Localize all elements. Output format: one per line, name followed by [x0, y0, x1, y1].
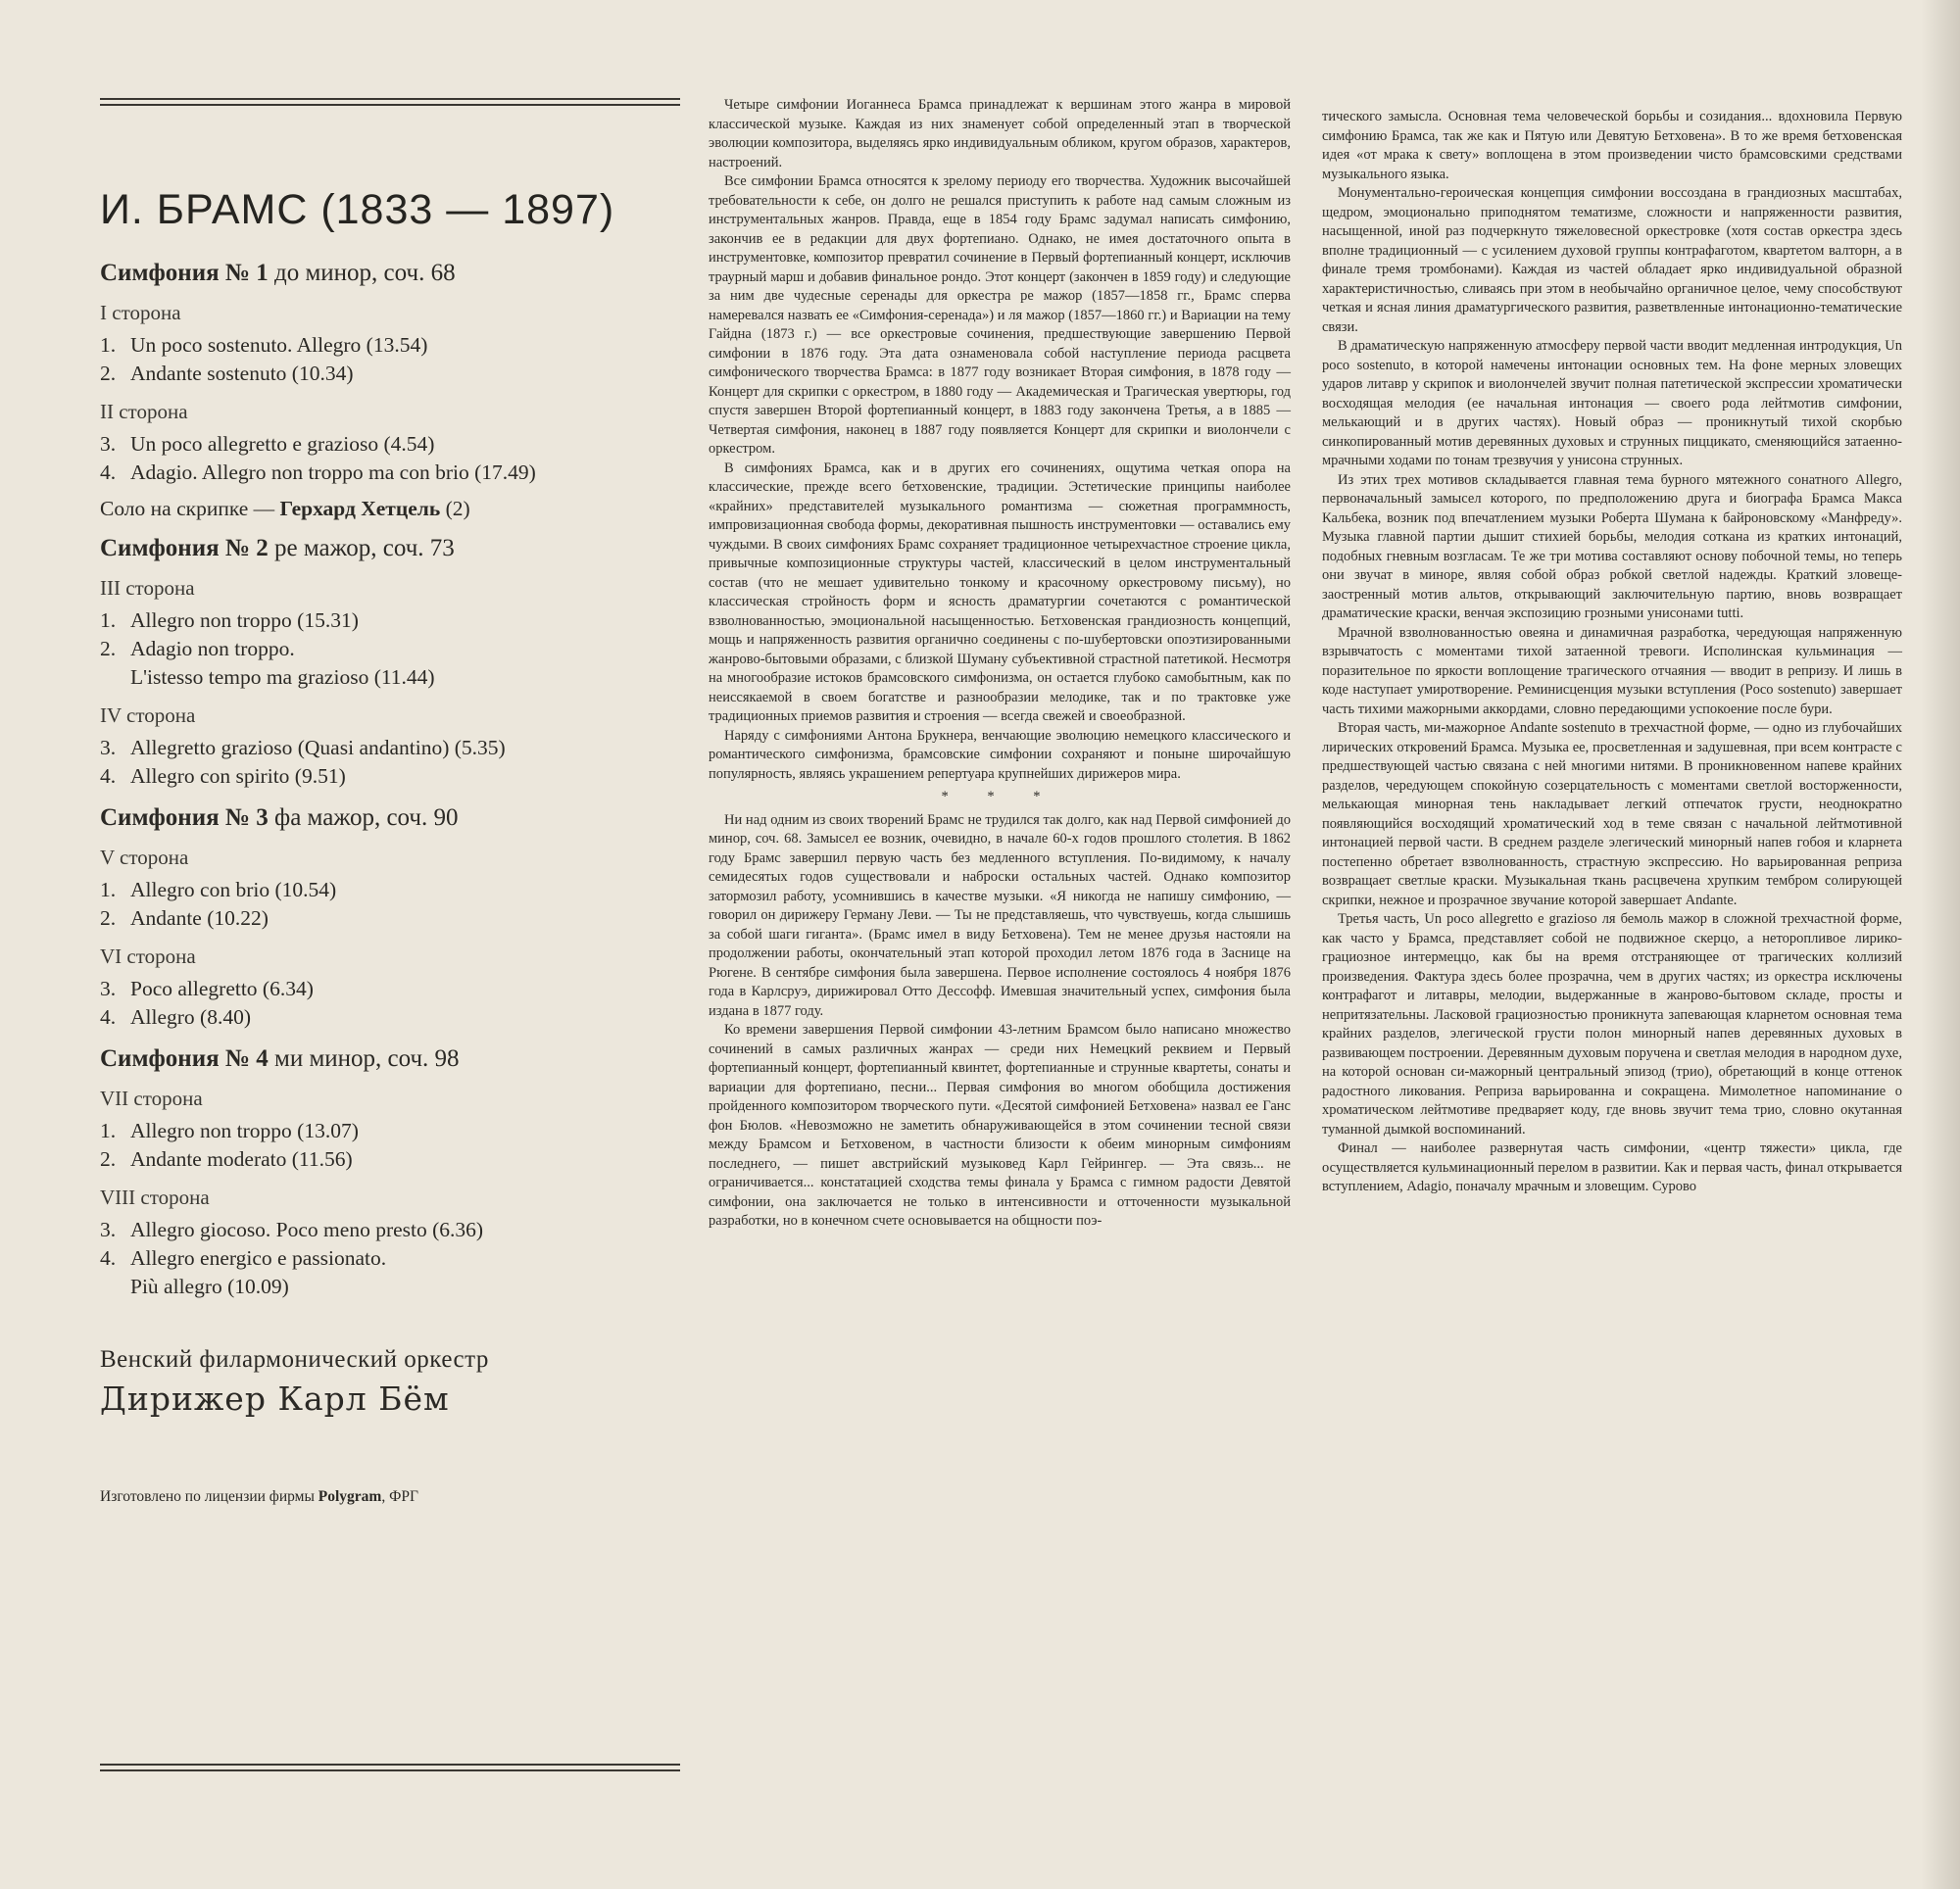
symphony-block [100, 260, 688, 521]
top-double-rule [100, 98, 680, 106]
symphony-block [100, 804, 688, 1032]
track-number: 4. [100, 460, 117, 484]
track-title: Allegro con spirito (9.51) [130, 764, 346, 788]
symphony-key: ре мажор, соч. 73 [268, 535, 455, 561]
track-title: Allegro (8.40) [130, 1005, 251, 1029]
track-row [100, 904, 688, 933]
notes-paragraph: Вторая часть, ми-мажорное Andante sostenuto в трехчастной форме, — одно из глубочайших лирических откровений Брамса. Музыка ее, просветленная и задушевная, при всем контрасте с предшествующей частью связана с ней многими нитями. В проникновенном напеве крайних разделов, чередующем спокойную созерцательность с моментами светлой восторженности, мелькающая минорная тень накладывает легкий отпечаток грусти, неоднократно появляющийся восходящий хроматический ход в теме связан с начальной лейтмотивной интонацией первой части. В среднем разделе элегический минорный напев гобоя и кларнета постепенно обретает взволнованность, страстную экспрессию. Но варьированная реприза возвращает светлые краски. Музыкальная ткань расцвечена хрупким тембром солирующей скрипки, нежное и прозрачное звучание которой завершает Andante. [1322, 720, 1902, 908]
license-brand: Polygram [318, 1488, 382, 1505]
symphony-key: фа мажор, соч. 90 [268, 804, 459, 831]
notes-paragraph: Из этих трех мотивов складывается главная тема бурного мятежного сонатного Allegro, первоначальный замысел которого, по предположению друга и биографа Брамса Макса Кальбека, возник под впечатлением музыки Роберта Шумана к байроновскому «Манфреду». Музыка главной партии дышит стихией борьбы, мелодия соткана из кратких интонаций, подобных гневным возгласам. Те же три мотива составляют основу побочной темы, но теперь они звучат в миноре, являя собой образ робкой светлой надежды. Краткий зловеще-заостренный мотив альтов, открывающий заключительную партию, вновь возвращает драматические краски, венчая экспозицию грозными унисонами tutti. [1322, 471, 1902, 621]
notes-paragraph: В драматическую напряженную атмосферу первой части вводит медленная интродукция, Un poco sostenuto, в которой намечены интонации основных тем. На фоне мерных зловещих ударов литавр у скрипок и виолончелей звучит полная патетической экспрессии хроматически восходящая мелодия (ее начальная интонация — своего рода лейтмотив симфонии, мелькающий и в других частях). Новый образ — проникнутый тихой скорбью синкопированный мотив деревянных духовых и струнных пиццикато, сменяющийся затаенно-мрачными ходами по тонам трезвучия у унисона струнных. [1322, 338, 1902, 468]
track-title: Allegro energico e passionato. [130, 1246, 387, 1270]
side-label: V сторона [100, 846, 189, 869]
page-edge-shadow [1921, 0, 1960, 1889]
track-number: 3. [100, 736, 117, 759]
track-title-continued: L'istesso tempo ma grazioso (11.44) [130, 665, 435, 689]
track-row [100, 1216, 688, 1244]
track-row [100, 734, 688, 762]
track-number: 4. [100, 1246, 117, 1270]
track-number: 4. [100, 764, 117, 788]
track-number: 2. [100, 637, 117, 660]
notes-paragraph: Ко времени завершения Первой симфонии 43-летним Брамсом было написано множество сочинений в самых различных жанрах — среди них Немецкий реквием и Первый фортепианный концерт, фортепианный квинтет, фортепианные и струнные квартеты, сонаты и вариации для фортепиано, песни... Первая симфония во многом обобщила достижения пройденного композитором творческого пути. «Десятой симфонией Бетховена» назвал ее Ганс фон Бюлов. «Невозможно не заметить обнаруживающейся в этом сочинении тесной связи между Брамсом и Бетховеном, в частности близости к обеим минорным симфониям последнего, — пишет австрийский музыковед Карл Гейрингер. — Эта связь... не ограничивается... констатацией сходства темы финала у Брамса с гимном радости Девятой симфонии, она заключается не только в интенсивности и отточенности музыкальной разработки, но в конечном счете основывается на общности поэ- [709, 1022, 1291, 1229]
track-title: Un poco allegretto e grazioso (4.54) [130, 432, 435, 456]
notes-paragraph: Все симфонии Брамса относятся к зрелому периоду его творчества. Художник высочайшей требовательности к себе, он долго не решался приступить к работе над самым сложным из инструментальных жанров. Правда, еще в 1854 году Брамс задумал написать симфонию, закончив ее в редакции для двух фортепиано. Однако, не имея достаточного опыта в инструментовке, композитор превратил сочинение в Первый фортепианный концерт, исключив траурный марш и добавив финальное рондо. Этот концерт (закончен в 1859 году) и следующие за ним две чудесные серенады для оркестра ре мажор (1857—1858 гг., Брамс сперва намеревался назвать ее «Симфония-серенада») и ля мажор (1857—1860 гг.) и Вариации на тему Гайдна (1873 г.) — все оркестровые сочинения, предшествующие завершению Первой симфонии в 1876 году. Эта дата ознаменовала собой наступление периода расцвета симфонического творчества Брамса: в 1877 году возникает Вторая симфония, в 1878 году — Концерт для скрипки с оркестром, в 1880 году — Академическая и Трагическая увертюры, год спустя завершен Второй фортепианный концерт, в 1883 году закончена Третья, а в 1885 — Четвертая симфония, наконец в 1887 году появляется Концерт для скрипки и виолончели с оркестром. [709, 173, 1291, 457]
track-number: 1. [100, 878, 117, 901]
track-number: 1. [100, 1119, 117, 1142]
track-title: Un poco sostenuto. Allegro (13.54) [130, 333, 428, 357]
track-title: Allegro con brio (10.54) [130, 878, 337, 901]
track-row [100, 1145, 688, 1174]
track-title: Adagio. Allegro non troppo ma con brio (17.49) [130, 460, 536, 484]
track-row [100, 1244, 688, 1301]
track-row [100, 360, 688, 388]
license-note [100, 1488, 688, 1506]
side-label: II сторона [100, 400, 188, 423]
track-row [100, 459, 688, 487]
symphony-block [100, 1045, 688, 1301]
side-label: I сторона [100, 301, 181, 324]
track-title: Adagio non troppo. [130, 637, 295, 660]
track-row [100, 1117, 688, 1145]
side-label: VI сторона [100, 944, 196, 968]
orchestra-credit: Венский филармонический оркестр [100, 1346, 489, 1373]
track-row [100, 762, 688, 791]
track-title-continued: Più allegro (10.09) [130, 1275, 289, 1298]
notes-paragraph: Финал — наиболее развернутая часть симфонии, «центр тяжести» цикла, где осуществляется кульминационный перелом в развитии. Как и первая часть, финал открывается вступлением, Adagio, поначалу мрачным и зловещим. Сурово [1322, 1140, 1902, 1194]
track-title: Poco allegretto (6.34) [130, 977, 314, 1000]
track-number: 4. [100, 1005, 117, 1029]
symphony-block [100, 535, 688, 791]
track-title: Andante sostenuto (10.34) [130, 362, 354, 385]
license-prefix: Изготовлено по лицензии фирмы [100, 1488, 318, 1505]
symphony-title [100, 535, 688, 562]
symphony-number: Симфония № 4 [100, 1045, 269, 1072]
track-number: 3. [100, 1218, 117, 1241]
track-title: Allegro giocoso. Poco meno presto (6.36) [130, 1218, 484, 1241]
track-title: Allegretto grazioso (Quasi andantino) (5.35) [130, 736, 506, 759]
track-listing-panel [100, 186, 688, 1506]
track-number: 2. [100, 906, 117, 930]
notes-paragraph: В симфониях Брамса, как и в других его сочинениях, ощутима четкая опора на классические, прежде всего бетховенские, традиции. Эстетические принципы наиболее «крайних» представителей музыкального романтизма — сюжетная программность, импровизационная свобода формы, декоративная пышность инструментовки — оставались ему чуждыми. В своих симфониях Брамс сохраняет традиционное четырехчастное строение цикла, привычные композиционные структуры частей, классический в целом инструментальный состав (что не мешает удивительно тонкому и красочному оркестровому письму), но классическая стройность форм и ясность драматургии сочетаются с романтической взволнованностью, эмоциональной насыщенностью. Бетховенская грандиозность концепций, мощь и напряженность развития органично соединены с по-шубертовски опоэтизированными жанрово-бытовыми образами, с близкой Шуману субъективной страстной патетикой. Несмотря на многообразие истоков брамсовского симфонизма, он остается глубоко самобытным, как по неиссякаемой в своем богатстве и разнообразии мелодике, так и по трактовке уже традиционных приемов развития и строения — всегда свежей и своеобразной. [709, 460, 1291, 724]
bottom-double-rule [100, 1764, 680, 1771]
soloist-prefix: Соло на скрипке — [100, 497, 280, 520]
track-row [100, 635, 688, 692]
symphony-number: Симфония № 1 [100, 260, 269, 286]
notes-column-right [1322, 108, 1902, 1197]
notes-paragraph: Четыре симфонии Иоганнеса Брамса принадлежат к вершинам этого жанра в мировой классической музыке. Каждая из них знаменует собой определенный этап в творческой эволюции композитора, выделяясь ярко индивидуальным обликом, кругом образов, характеров, настроений. [709, 97, 1291, 170]
track-title: Allegro non troppo (13.07) [130, 1119, 359, 1142]
track-number: 2. [100, 362, 117, 385]
notes-column-middle [709, 96, 1291, 1232]
track-row [100, 876, 688, 904]
composer-heading: И. БРАМС (1833 — 1897) [100, 186, 615, 233]
symphony-list [100, 260, 688, 1301]
track-title: Andante (10.22) [130, 906, 269, 930]
section-separator: * * * [941, 789, 1058, 804]
symphony-key: ми минор, соч. 98 [268, 1045, 460, 1072]
soloist-name: Герхард Хетцель [279, 497, 441, 520]
track-number: 3. [100, 432, 117, 456]
track-title: Allegro non troppo (15.31) [130, 608, 359, 632]
notes-paragraph: Наряду с симфониями Антона Брукнера, венчающие эволюцию немецкого классического и романтического симфонизма, брамсовские симфонии сохраняют и поныне широчайшую популярность, являясь украшением репертуара крупнейших дирижеров мира. [709, 727, 1291, 782]
track-title: Andante moderato (11.56) [130, 1147, 353, 1171]
symphony-title [100, 260, 688, 287]
soloist-suffix: (2) [440, 497, 470, 520]
symphony-number: Симфония № 2 [100, 535, 269, 561]
track-number: 1. [100, 333, 117, 357]
symphony-key: до минор, соч. 68 [268, 260, 456, 286]
conductor-credit: Дирижер Карл Бём [100, 1380, 450, 1418]
track-row [100, 430, 688, 459]
license-suffix: , ФРГ [381, 1488, 418, 1505]
soloist-credit [100, 497, 688, 521]
notes-paragraph: Монументально-героическая концепция симфонии воссоздана в грандиозных масштабах, щедром, эмоционально приподнятом тематизме, сложности и напряженности развития, насыщенной, иной раз подчеркнуто тяжеловесной оркестровке (хотя состав оркестра здесь вполне традиционный — с усилением духовой группы контрафаготом, квартетом валторн, а в финале тремя тромбонами). Каждая из частей обладает ярко индивидуальной образной характеристичностью, сливаясь при этом в необычайно органичное целое, чему способствуют четкая и ясная линия драматургического развития, разветвленные интонационно-тематические связи. [1322, 185, 1902, 335]
symphony-number: Симфония № 3 [100, 804, 269, 831]
track-row [100, 1003, 688, 1032]
track-row [100, 331, 688, 360]
symphony-title [100, 804, 688, 832]
notes-paragraph: Третья часть, Un poco allegretto e grazioso ля бемоль мажор в сложной трехчастной форме, как часто у Брамса, представляет собой не подвижное скерцо, а неторопливое лирико-грациозное интермеццо, как бы на время отстраняющее от трагических коллизий произведения. Фактура здесь более прозрачна, чем в других частях; из оркестра исключены контрафагот и литавры, мелодии, выдержанные в жанрово-бытовом складе, просты и непритязательны. Ласковой грациозностью проникнута запевающая кларнетом основная тема крайних разделов, элегической грусти полон минорный напев деревянных духовых в развивающем построении. Деревянным духовым поручена и светлая мелодия в народном духе, на которой основан си-мажорный центральный эпизод (трио), обретающий в конце оттенок радостного ликования. Реприза варьированна и сокращена. Мимолетное напоминание о хроматическом лейтмотиве предваряет коду, где вновь звучит тема трио, словно окутанная туманной дымкой воспоминаний. [1322, 911, 1902, 1138]
track-row [100, 606, 688, 635]
track-number: 2. [100, 1147, 117, 1171]
symphony-title [100, 1045, 688, 1073]
notes-paragraph: тического замысла. Основная тема человеческой борьбы и созидания... вдохновила Первую симфонию Брамса, так же как и Пятую или Девятую Бетховена». В то же время бетховенская идея «от мрака к свету» воплощена в этом произведении чисто брамсовскими средствами музыкального языка. [1322, 109, 1902, 182]
side-label: VII сторона [100, 1087, 203, 1110]
track-number: 1. [100, 608, 117, 632]
side-label: IV сторона [100, 703, 196, 727]
track-row [100, 975, 688, 1003]
notes-paragraph: Ни над одним из своих творений Брамс не трудился так долго, как над Первой симфонией до минор, соч. 68. Замысел ее возник, очевидно, в начале 60-х годов прошлого столетия. В 1862 году Брамс завершил первую часть без медленного вступления. По-видимому, к началу семидесятых годов существовали и наброски остальных частей. Однако композитор затормозил работу, усомнившись в качестве музыки. «Я никогда не напишу симфонию, — говорил он дирижеру Герману Леви. — Ты не представляешь, что чувствуешь, когда слышишь за собой шаги гиганта». (Брамс имел в виду Бетховена). Тем не менее друзья настояли на продолжении работы, окончательный этап которой проходил летом 1876 года в Заснице на Рюгене. В сентябре симфония была завершена. Первое исполнение состоялось 4 ноября 1876 года в Карлсруэ, дирижировал Отто Дессофф. Имевшая значительный успех, симфония была издана в 1877 году. [709, 811, 1291, 1019]
track-number: 3. [100, 977, 117, 1000]
notes-paragraph: Мрачной взволнованностью овеяна и динамичная разработка, чередующая напряженную взрывчатость с моментами тихой затаенной тревоги. Исполинская кульминация — поразительное по яркости воплощение трагического отчаяния — вводит в репризу. И лишь в коде наступает умиротворение. Реминисценция музыки вступления (Poco sostenuto) завершает часть тихими мажорными аккордами, словно передающими успокоение после бури. [1322, 624, 1902, 717]
side-label: VIII сторона [100, 1186, 210, 1209]
side-label: III сторона [100, 576, 195, 600]
